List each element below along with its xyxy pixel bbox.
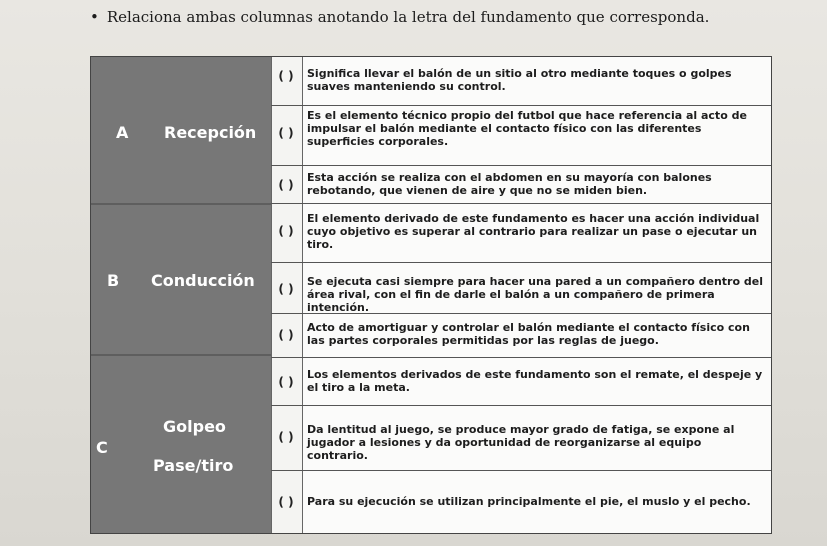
row-description: Los elementos derivados de este fundamento son el remate, el despeje y el tiro a la meta. (307, 368, 763, 394)
answer-blank[interactable]: ( ) (278, 282, 294, 296)
answer-blank[interactable]: ( ) (278, 328, 294, 342)
table-row (271, 263, 771, 314)
table-row (271, 166, 771, 204)
answer-blank[interactable]: ( ) (278, 126, 294, 140)
table-row (271, 106, 771, 166)
category-a (91, 57, 271, 205)
table-row (271, 358, 771, 406)
answer-blank[interactable]: ( ) (278, 430, 294, 444)
category-letter: B (107, 271, 120, 290)
answer-blank[interactable]: ( ) (278, 178, 294, 192)
matching-table (90, 56, 772, 534)
row-description: Se ejecuta casi siempre para hacer una pared a un compañero dentro del área rival, con el fin de darle el balón a un compañero de primera intención. (307, 275, 763, 314)
row-description: Es el elemento técnico propio del futbol que hace referencia al acto de impulsar el balón mediante el contacto físico con las diferentes superficies corporales. (307, 109, 747, 148)
category-name: Recepción (164, 123, 257, 142)
instruction-text (90, 8, 709, 26)
answer-blank[interactable]: ( ) (278, 69, 294, 83)
category-letter: C (96, 438, 108, 457)
category-b (91, 205, 271, 356)
table-row (271, 406, 771, 471)
category-letter: A (116, 123, 129, 142)
row-description: Da lentitud al juego, se produce mayor grado de fatiga, se expone al jugador a lesiones y da oportunidad de reorganizarse al equipo contrario. (307, 423, 735, 462)
table-row (271, 57, 771, 106)
table-row (271, 204, 771, 263)
category-c (91, 356, 271, 533)
row-description: Para su ejecución se utilizan principalmente el pie, el muslo y el pecho. (307, 495, 751, 508)
bullet-icon: • (90, 8, 99, 26)
table-row (271, 314, 771, 358)
answer-blank[interactable]: ( ) (278, 495, 294, 509)
row-description: Acto de amortiguar y controlar el balón mediante el contacto físico con las partes corporales permitidas por las reglas de juego. (307, 321, 750, 347)
row-description: Esta acción se realiza con el abdomen en su mayoría con balones rebotando, que vienen de aire y que no se miden bien. (307, 171, 712, 197)
category-column (91, 57, 271, 533)
row-description: El elemento derivado de este fundamento es hacer una acción individual cuyo objetivo es superar al contrario para realizar un pase o ejecutar un tiro. (307, 212, 760, 251)
table-row (271, 471, 771, 533)
category-name: Conducción (151, 271, 255, 290)
category-name-secondary: Pase/tiro (153, 456, 234, 475)
answer-blank[interactable]: ( ) (278, 224, 294, 238)
instruction-label: Relaciona ambas columnas anotando la letra del fundamento que corresponda. (106, 8, 710, 26)
category-name: Golpeo (163, 417, 226, 436)
row-description: Significa llevar el balón de un sitio al otro mediante toques o golpes suaves manteniendo su control. (307, 67, 732, 93)
answer-blank[interactable]: ( ) (278, 375, 294, 389)
